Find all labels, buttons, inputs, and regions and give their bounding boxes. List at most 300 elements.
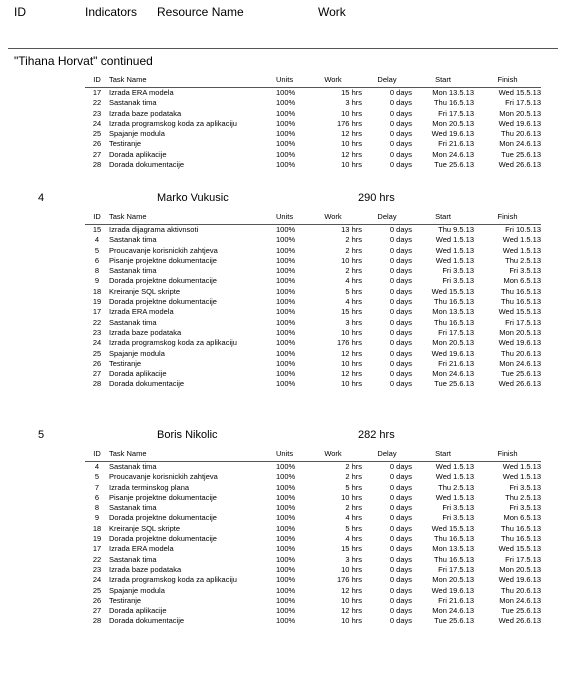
cell-units: 100% [276, 595, 296, 605]
cell-units: 100% [276, 297, 296, 307]
cell-delay: 0 days [389, 513, 412, 523]
cell-units: 100% [276, 523, 296, 533]
cell-task-name: Izrada terminskog plana [109, 482, 190, 492]
task-row [85, 544, 541, 554]
cell-units: 100% [276, 118, 296, 128]
cell-finish: Thu 16.5.13 [500, 523, 541, 533]
cell-task-name: Dorada projektne dokumentacije [109, 513, 217, 523]
cell-delay: 0 days [389, 245, 412, 255]
task-row [85, 328, 541, 338]
cell-delay: 0 days [389, 266, 412, 276]
cell-work: 2 hrs [345, 462, 362, 471]
cell-finish: Fri 3.5.13 [509, 266, 541, 276]
cell-finish: Wed 15.5.13 [498, 88, 541, 97]
cell-id: 24 [92, 338, 102, 348]
cell-task-name: Izrada baze podataka [109, 564, 182, 574]
cell-task-name: Dorada aplikacije [109, 369, 167, 379]
task-row [85, 379, 541, 389]
cell-id: 26 [92, 358, 102, 368]
task-row [85, 462, 541, 473]
cell-id: 19 [92, 534, 102, 544]
cell-task-name: Dorada projektne dokumentacije [109, 534, 217, 544]
task-row [85, 503, 541, 513]
cell-start: Fri 3.5.13 [442, 266, 474, 276]
cell-task-name: Izrada ERA modela [109, 88, 174, 97]
cell-id: 15 [92, 225, 102, 234]
col-delay: Delay [377, 212, 397, 222]
cell-start: Tue 25.6.13 [434, 379, 474, 389]
cell-delay: 0 days [389, 379, 412, 389]
cell-finish: Mon 20.5.13 [499, 327, 541, 337]
cell-task-name: Izrada programskog koda za aplikaciju [109, 338, 237, 348]
cell-units: 100% [276, 245, 296, 255]
task-row [85, 472, 541, 482]
cell-delay: 0 days [389, 255, 412, 265]
cell-finish: Thu 2.5.13 [505, 492, 541, 502]
cell-finish: Wed 26.6.13 [498, 160, 541, 170]
cell-finish: Fri 10.5.13 [505, 225, 541, 234]
cell-task-name: Dorada dokumentacije [109, 616, 185, 626]
cell-delay: 0 days [389, 88, 412, 97]
cell-id: 9 [94, 513, 100, 523]
cell-work: 13 hrs [341, 225, 362, 234]
cell-start: Thu 16.5.13 [433, 317, 474, 327]
cell-start: Wed 1.5.13 [435, 492, 474, 502]
cell-work: 10 hrs [341, 108, 362, 118]
task-row [85, 160, 541, 170]
task-row [85, 88, 541, 99]
cell-task-name: Kreiranje SQL skripte [109, 286, 181, 296]
cell-units: 100% [276, 482, 296, 492]
cell-task-name: Sastanak tima [109, 235, 157, 245]
cell-task-name: Izrada programskog koda za aplikaciju [109, 575, 237, 585]
cell-finish: Fri 3.5.13 [509, 503, 541, 513]
cell-task-name: Izrada programskog koda za aplikaciju [109, 118, 237, 128]
cell-units: 100% [276, 88, 296, 97]
cell-finish: Wed 1.5.13 [502, 245, 541, 255]
cell-work: 12 hrs [341, 348, 362, 358]
cell-delay: 0 days [389, 160, 412, 170]
task-row [85, 150, 541, 160]
cell-id: 25 [92, 129, 102, 139]
header-divider [8, 48, 558, 49]
col-start: Start [435, 449, 451, 459]
cell-delay: 0 days [389, 544, 412, 554]
cell-start: Wed 1.5.13 [435, 255, 474, 265]
cell-work: 15 hrs [341, 307, 362, 317]
cell-finish: Tue 25.6.13 [501, 369, 541, 379]
cell-start: Mon 24.6.13 [432, 149, 474, 159]
cell-id: 27 [92, 149, 102, 159]
cell-delay: 0 days [389, 98, 412, 108]
cell-task-name: Izrada dijagrama aktivnsoti [109, 225, 199, 234]
cell-finish: Mon 24.6.13 [499, 139, 541, 149]
cell-finish: Thu 16.5.13 [500, 297, 541, 307]
task-row [85, 225, 541, 236]
task-row [85, 235, 541, 245]
task-row [85, 119, 541, 129]
task-row [85, 139, 541, 149]
cell-work: 4 hrs [345, 276, 362, 286]
task-row [85, 596, 541, 606]
cell-start: Wed 19.6.13 [431, 585, 474, 595]
continued-label: "Tihana Horvat" continued [14, 54, 153, 68]
cell-task-name: Dorada projektne dokumentacije [109, 297, 217, 307]
cell-work: 3 hrs [345, 554, 362, 564]
col-work: Work [324, 449, 342, 459]
cell-id: 8 [94, 266, 100, 276]
cell-delay: 0 days [389, 225, 412, 234]
cell-finish: Wed 1.5.13 [502, 472, 541, 482]
cell-finish: Thu 2.5.13 [505, 255, 541, 265]
cell-start: Thu 9.5.13 [438, 225, 474, 234]
task-table-boris [85, 448, 541, 627]
cell-start: Fri 3.5.13 [442, 513, 474, 523]
cell-task-name: Sastanak tima [109, 266, 157, 276]
cell-units: 100% [276, 286, 296, 296]
cell-delay: 0 days [389, 317, 412, 327]
cell-units: 100% [276, 348, 296, 358]
cell-start: Wed 1.5.13 [435, 245, 474, 255]
col-finish: Finish [497, 75, 518, 85]
cell-task-name: Izrada baze podataka [109, 327, 182, 337]
cell-work: 10 hrs [341, 616, 362, 626]
cell-task-name: Spajanje modula [109, 585, 165, 595]
table-header-row [85, 211, 541, 225]
cell-id: 24 [92, 118, 102, 128]
cell-start: Wed 1.5.13 [435, 462, 474, 471]
cell-work: 4 hrs [345, 513, 362, 523]
cell-work: 15 hrs [341, 88, 362, 97]
cell-start: Fri 3.5.13 [442, 503, 474, 513]
task-row [85, 565, 541, 575]
cell-units: 100% [276, 160, 296, 170]
cell-units: 100% [276, 462, 296, 471]
col-units: Units [276, 449, 294, 459]
task-row [85, 338, 541, 348]
cell-delay: 0 days [389, 338, 412, 348]
cell-task-name: Pisanje projektne dokumentacije [109, 255, 217, 265]
cell-units: 100% [276, 317, 296, 327]
cell-delay: 0 days [389, 149, 412, 159]
cell-id: 6 [94, 492, 100, 502]
cell-delay: 0 days [389, 286, 412, 296]
cell-finish: Tue 25.6.13 [501, 606, 541, 616]
task-row [85, 513, 541, 523]
cell-work: 176 hrs [336, 575, 362, 585]
task-row [85, 318, 541, 328]
cell-delay: 0 days [389, 327, 412, 337]
cell-units: 100% [276, 472, 296, 482]
cell-id: 27 [92, 369, 102, 379]
cell-units: 100% [276, 235, 296, 245]
task-row [85, 98, 541, 108]
cell-id: 6 [94, 255, 100, 265]
cell-delay: 0 days [389, 276, 412, 286]
cell-delay: 0 days [389, 492, 412, 502]
cell-id: 24 [92, 575, 102, 585]
cell-finish: Wed 19.6.13 [498, 575, 541, 585]
cell-task-name: Izrada ERA modela [109, 307, 174, 317]
task-row [85, 307, 541, 317]
task-row [85, 493, 541, 503]
col-task-name: Task Name [109, 449, 147, 459]
cell-finish: Wed 19.6.13 [498, 118, 541, 128]
task-row [85, 349, 541, 359]
cell-id: 17 [92, 88, 102, 97]
cell-finish: Fri 3.5.13 [509, 482, 541, 492]
cell-delay: 0 days [389, 108, 412, 118]
cell-delay: 0 days [389, 523, 412, 533]
cell-task-name: Dorada projektne dokumentacije [109, 276, 217, 286]
cell-work: 5 hrs [345, 482, 362, 492]
task-table-tihana [85, 74, 541, 170]
col-start: Start [435, 75, 451, 85]
cell-delay: 0 days [389, 348, 412, 358]
cell-work: 10 hrs [341, 139, 362, 149]
cell-finish: Mon 20.5.13 [499, 564, 541, 574]
resource-id: 5 [38, 429, 45, 441]
cell-units: 100% [276, 129, 296, 139]
cell-work: 4 hrs [345, 534, 362, 544]
cell-start: Thu 16.5.13 [433, 534, 474, 544]
cell-units: 100% [276, 575, 296, 585]
cell-id: 25 [92, 585, 102, 595]
cell-start: Mon 24.6.13 [432, 369, 474, 379]
cell-start: Thu 16.5.13 [433, 98, 474, 108]
col-id: ID [93, 449, 101, 459]
cell-start: Tue 25.6.13 [434, 616, 474, 626]
cell-finish: Fri 17.5.13 [505, 317, 541, 327]
cell-task-name: Pisanje projektne dokumentacije [109, 492, 217, 502]
cell-start: Wed 15.5.13 [431, 286, 474, 296]
cell-finish: Wed 15.5.13 [498, 307, 541, 317]
cell-task-name: Proucavanje korisnickih zahtjeva [109, 245, 218, 255]
cell-start: Thu 16.5.13 [433, 554, 474, 564]
header-work: Work [318, 5, 346, 19]
cell-task-name: Testiranje [109, 358, 142, 368]
task-row [85, 276, 541, 286]
cell-work: 5 hrs [345, 286, 362, 296]
cell-units: 100% [276, 276, 296, 286]
cell-delay: 0 days [389, 118, 412, 128]
task-row [85, 369, 541, 379]
cell-start: Thu 16.5.13 [433, 297, 474, 307]
cell-id: 28 [92, 160, 102, 170]
col-units: Units [276, 75, 294, 85]
task-row [85, 246, 541, 256]
cell-start: Wed 19.6.13 [431, 129, 474, 139]
cell-task-name: Sastanak tima [109, 503, 157, 513]
cell-work: 10 hrs [341, 255, 362, 265]
col-work: Work [324, 212, 342, 222]
cell-id: 5 [94, 245, 100, 255]
cell-task-name: Dorada dokumentacije [109, 160, 185, 170]
cell-work: 2 hrs [345, 503, 362, 513]
cell-work: 2 hrs [345, 472, 362, 482]
cell-units: 100% [276, 98, 296, 108]
cell-units: 100% [276, 544, 296, 554]
cell-start: Wed 1.5.13 [435, 472, 474, 482]
cell-units: 100% [276, 492, 296, 502]
cell-work: 10 hrs [341, 379, 362, 389]
cell-units: 100% [276, 564, 296, 574]
cell-id: 17 [92, 307, 102, 317]
col-id: ID [93, 75, 101, 85]
col-work: Work [324, 75, 342, 85]
cell-delay: 0 days [389, 585, 412, 595]
cell-id: 23 [92, 564, 102, 574]
cell-units: 100% [276, 379, 296, 389]
cell-id: 18 [92, 523, 102, 533]
cell-task-name: Testiranje [109, 139, 142, 149]
cell-delay: 0 days [389, 482, 412, 492]
header-resource-name: Resource Name [157, 5, 244, 19]
cell-units: 100% [276, 139, 296, 149]
cell-start: Fri 21.6.13 [438, 358, 474, 368]
cell-units: 100% [276, 534, 296, 544]
cell-start: Mon 13.5.13 [432, 88, 474, 97]
cell-finish: Mon 24.6.13 [499, 595, 541, 605]
cell-units: 100% [276, 585, 296, 595]
cell-id: 28 [92, 379, 102, 389]
cell-work: 10 hrs [341, 358, 362, 368]
resource-name: Boris Nikolic [157, 429, 218, 441]
table-header-row [85, 448, 541, 462]
cell-task-name: Spajanje modula [109, 348, 165, 358]
cell-finish: Thu 20.6.13 [500, 585, 541, 595]
cell-start: Fri 17.5.13 [438, 564, 474, 574]
cell-id: 9 [94, 276, 100, 286]
cell-task-name: Kreiranje SQL skripte [109, 523, 181, 533]
cell-units: 100% [276, 327, 296, 337]
cell-units: 100% [276, 266, 296, 276]
cell-start: Tue 25.6.13 [434, 160, 474, 170]
cell-work: 12 hrs [341, 585, 362, 595]
col-task-name: Task Name [109, 75, 147, 85]
cell-start: Fri 21.6.13 [438, 595, 474, 605]
cell-id: 8 [94, 503, 100, 513]
task-row [85, 287, 541, 297]
cell-work: 3 hrs [345, 317, 362, 327]
cell-task-name: Dorada dokumentacije [109, 379, 185, 389]
col-finish: Finish [497, 449, 518, 459]
cell-work: 10 hrs [341, 564, 362, 574]
cell-finish: Mon 20.5.13 [499, 108, 541, 118]
cell-units: 100% [276, 513, 296, 523]
cell-work: 176 hrs [336, 338, 362, 348]
cell-work: 15 hrs [341, 544, 362, 554]
cell-delay: 0 days [389, 462, 412, 471]
task-row [85, 534, 541, 544]
cell-work: 12 hrs [341, 149, 362, 159]
cell-units: 100% [276, 338, 296, 348]
cell-id: 5 [94, 472, 100, 482]
cell-finish: Mon 24.6.13 [499, 358, 541, 368]
cell-units: 100% [276, 108, 296, 118]
cell-id: 22 [92, 317, 102, 327]
cell-id: 7 [94, 482, 100, 492]
header-id: ID [14, 5, 26, 19]
cell-units: 100% [276, 606, 296, 616]
task-table-marko [85, 211, 541, 390]
cell-id: 26 [92, 139, 102, 149]
cell-start: Mon 20.5.13 [432, 338, 474, 348]
cell-start: Fri 17.5.13 [438, 108, 474, 118]
cell-delay: 0 days [389, 472, 412, 482]
cell-work: 2 hrs [345, 245, 362, 255]
cell-task-name: Sastanak tima [109, 317, 157, 327]
cell-delay: 0 days [389, 235, 412, 245]
cell-task-name: Sastanak tima [109, 462, 157, 471]
cell-finish: Wed 19.6.13 [498, 338, 541, 348]
task-row [85, 586, 541, 596]
task-row [85, 256, 541, 266]
cell-work: 10 hrs [341, 595, 362, 605]
cell-id: 23 [92, 327, 102, 337]
cell-delay: 0 days [389, 595, 412, 605]
resource-total-work: 282 hrs [358, 429, 395, 441]
col-start: Start [435, 212, 451, 222]
cell-task-name: Izrada baze podataka [109, 108, 182, 118]
cell-finish: Wed 26.6.13 [498, 616, 541, 626]
cell-finish: Thu 16.5.13 [500, 534, 541, 544]
cell-delay: 0 days [389, 503, 412, 513]
cell-id: 27 [92, 606, 102, 616]
col-finish: Finish [497, 212, 518, 222]
cell-finish: Thu 20.6.13 [500, 348, 541, 358]
cell-finish: Mon 6.5.13 [503, 276, 541, 286]
cell-finish: Thu 20.6.13 [500, 129, 541, 139]
cell-id: 22 [92, 554, 102, 564]
col-delay: Delay [377, 449, 397, 459]
cell-delay: 0 days [389, 534, 412, 544]
cell-delay: 0 days [389, 554, 412, 564]
col-delay: Delay [377, 75, 397, 85]
cell-finish: Fri 17.5.13 [505, 98, 541, 108]
cell-units: 100% [276, 503, 296, 513]
cell-work: 10 hrs [341, 160, 362, 170]
cell-task-name: Sastanak tima [109, 554, 157, 564]
cell-units: 100% [276, 255, 296, 265]
cell-work: 12 hrs [341, 129, 362, 139]
cell-task-name: Testiranje [109, 595, 142, 605]
cell-start: Fri 21.6.13 [438, 139, 474, 149]
cell-units: 100% [276, 554, 296, 564]
cell-task-name: Spajanje modula [109, 129, 165, 139]
cell-start: Wed 1.5.13 [435, 235, 474, 245]
table-header-row [85, 74, 541, 88]
cell-delay: 0 days [389, 369, 412, 379]
cell-units: 100% [276, 369, 296, 379]
cell-finish: Wed 15.5.13 [498, 544, 541, 554]
cell-task-name: Izrada ERA modela [109, 544, 174, 554]
cell-delay: 0 days [389, 564, 412, 574]
header-indicators: Indicators [85, 5, 138, 19]
cell-work: 2 hrs [345, 235, 362, 245]
cell-units: 100% [276, 307, 296, 317]
cell-work: 12 hrs [341, 369, 362, 379]
task-row [85, 109, 541, 119]
cell-start: Fri 3.5.13 [442, 276, 474, 286]
cell-finish: Tue 25.6.13 [501, 149, 541, 159]
cell-start: Mon 20.5.13 [432, 118, 474, 128]
cell-work: 5 hrs [345, 523, 362, 533]
cell-id: 25 [92, 348, 102, 358]
cell-start: Fri 17.5.13 [438, 327, 474, 337]
cell-id: 4 [94, 235, 100, 245]
cell-id: 28 [92, 616, 102, 626]
